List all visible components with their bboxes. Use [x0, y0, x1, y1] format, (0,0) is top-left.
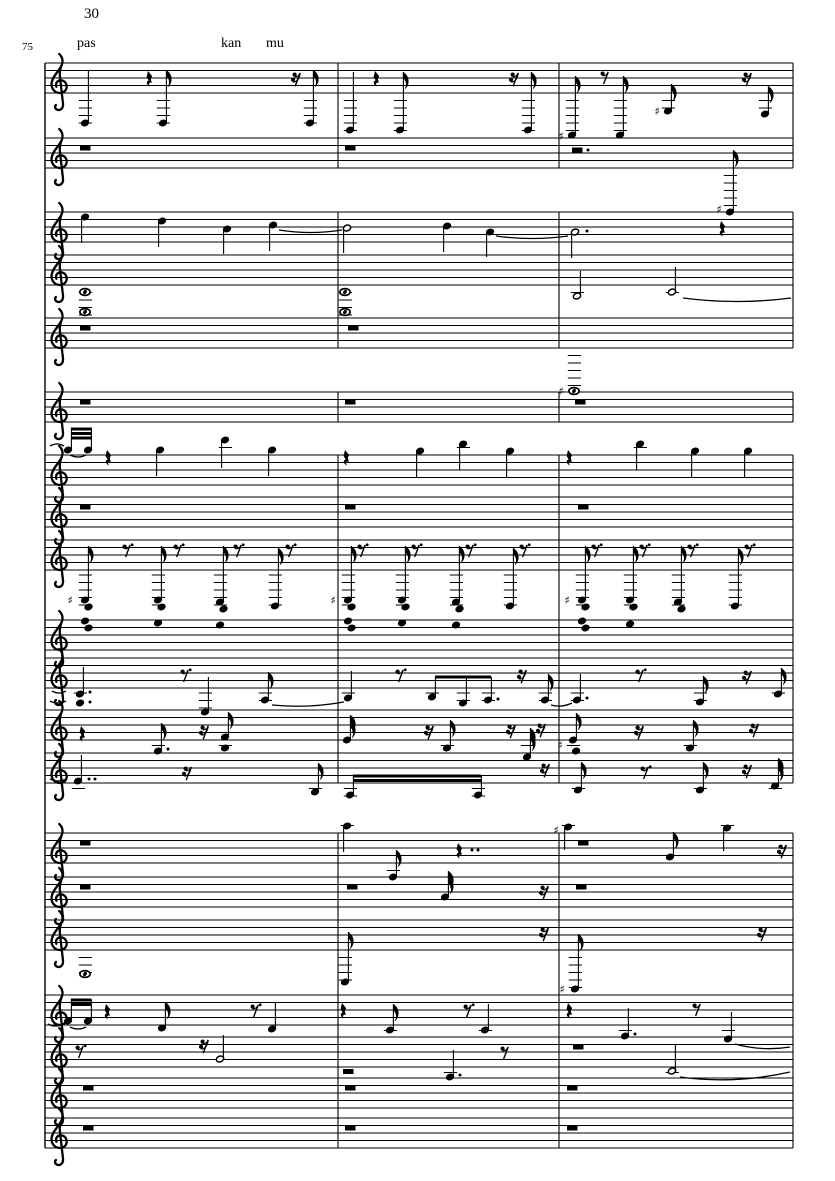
svg-text:♯: ♯: [564, 593, 570, 607]
page-number: 30: [84, 6, 99, 22]
svg-text:♯: ♯: [557, 738, 563, 752]
svg-text:♯: ♯: [558, 384, 564, 398]
measure-number: 75: [22, 41, 33, 53]
lyric-syllable: pas: [77, 36, 96, 51]
svg-text:♯: ♯: [716, 202, 722, 216]
svg-text:♯: ♯: [558, 129, 564, 143]
svg-text:♯: ♯: [67, 593, 73, 607]
lyric-syllable: mu: [266, 36, 284, 51]
lyric-syllable: kan: [221, 36, 242, 51]
svg-text:♯: ♯: [330, 593, 336, 607]
svg-text:♯: ♯: [654, 104, 660, 118]
svg-text:♯: ♯: [559, 982, 565, 996]
svg-text:♯: ♯: [553, 823, 559, 837]
